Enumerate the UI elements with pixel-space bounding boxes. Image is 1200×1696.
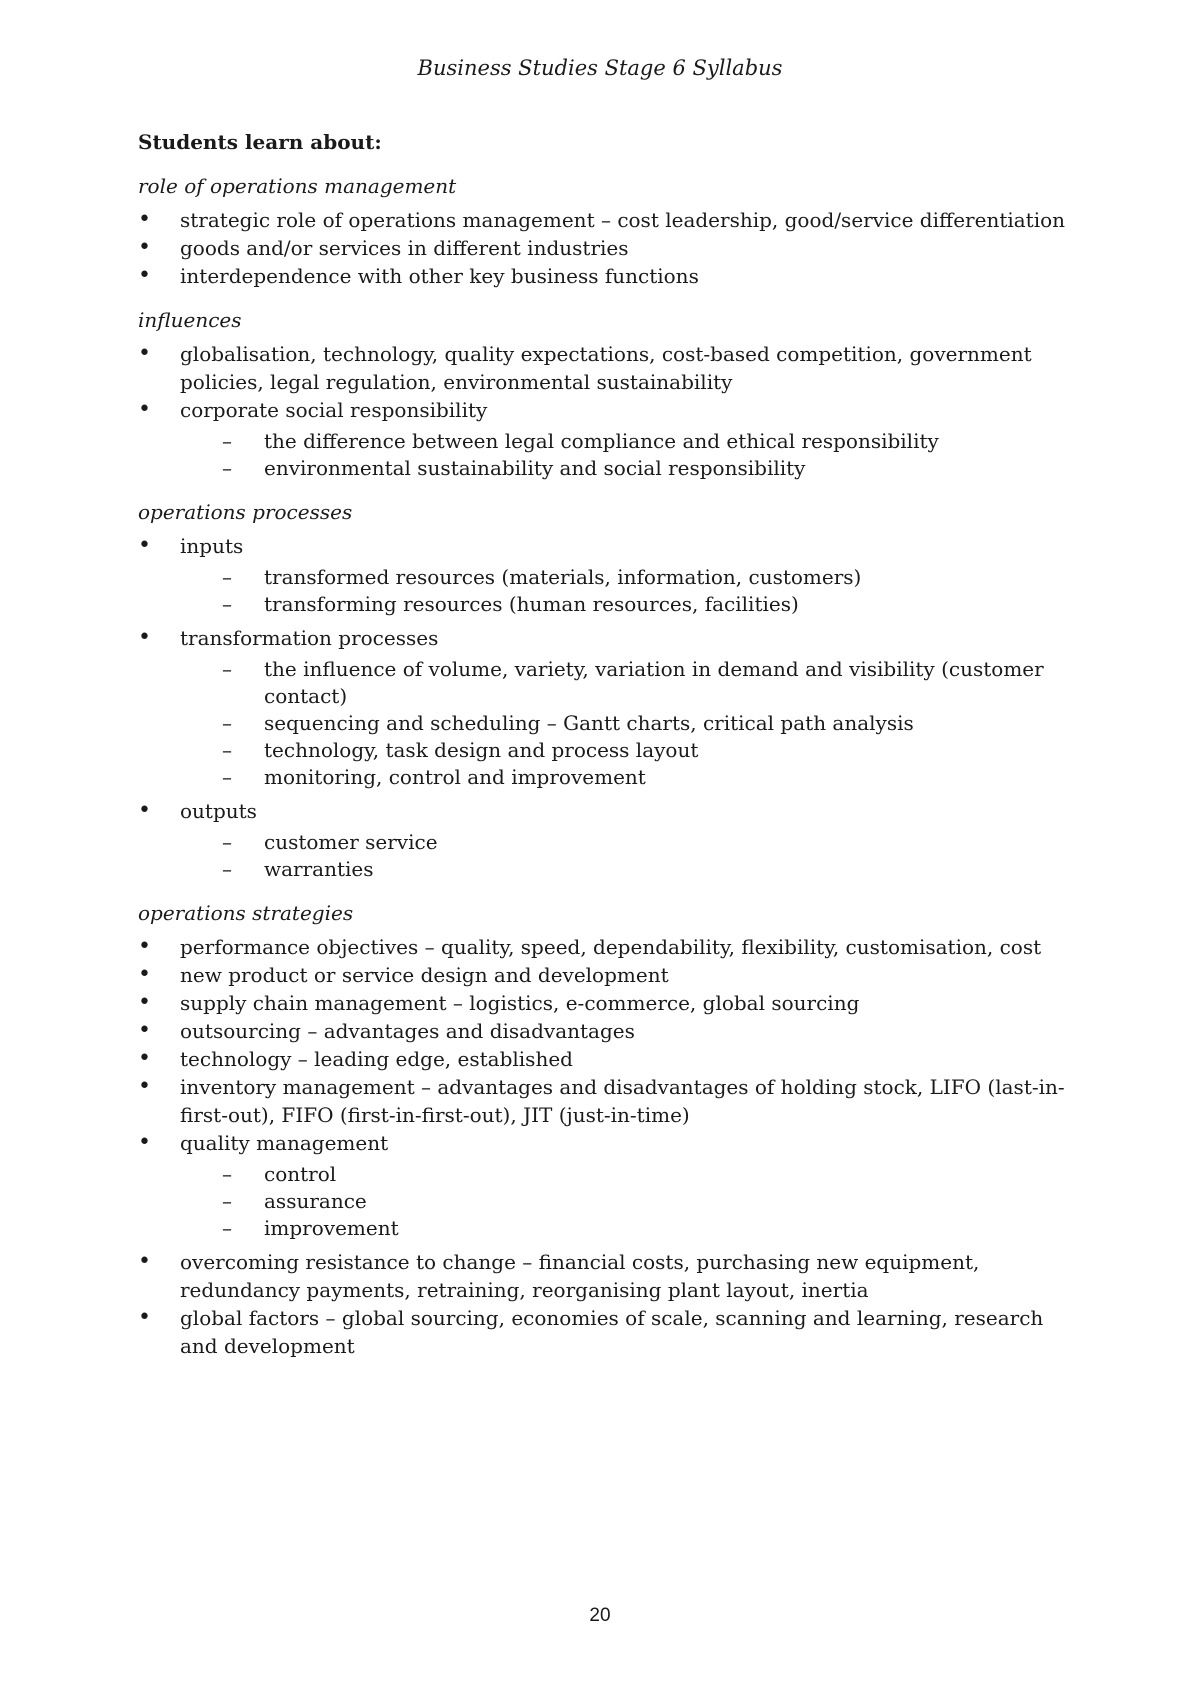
bullet-list (138, 532, 1078, 883)
syllabus-content (138, 130, 1078, 1378)
sub-item: – assurance (180, 1188, 1078, 1215)
bullet-text: interdependence with other key business functions (180, 264, 699, 288)
sub-list (180, 428, 1078, 482)
bullet-text: globalisation, technology, quality expectations, cost-based competition, government policies, legal regulation, environmental sustainability (180, 342, 1032, 394)
bullet-item (138, 262, 1078, 290)
section-title: influences (138, 308, 242, 332)
bullet-item (138, 1073, 1078, 1129)
bullet-text: inventory management – advantages and disadvantages of holding stock, LIFO (last-in-first-out), FIFO (first-in-first-out), JIT (just-in-time) (180, 1075, 1065, 1127)
bullet-list (138, 933, 1078, 1360)
bullet-item (138, 340, 1078, 396)
bullet-item (138, 1045, 1078, 1073)
bullet-item (138, 624, 1078, 791)
bullet-text: outputs (180, 799, 257, 823)
section (138, 901, 1078, 1360)
section (138, 500, 1078, 883)
bullet-item (138, 1017, 1078, 1045)
page-number: 20 (589, 1605, 611, 1626)
sub-item: – sequencing and scheduling – Gantt charts, critical path analysis (180, 710, 1078, 737)
bullet-text: technology – leading edge, established (180, 1047, 573, 1071)
bullet-text: quality management (180, 1131, 389, 1155)
intro-heading: Students learn about: (138, 130, 382, 154)
bullet-list (138, 206, 1078, 290)
sub-item: – the influence of volume, variety, variation in demand and visibility (customer contact) (180, 656, 1078, 710)
bullet-list (138, 340, 1078, 482)
sub-item: – the difference between legal compliance and ethical responsibility (180, 428, 1078, 455)
section (138, 308, 1078, 482)
bullet-text: overcoming resistance to change – financial costs, purchasing new equipment, redundancy payments, retraining, reorganising plant layout, inertia (180, 1250, 980, 1302)
section (138, 174, 1078, 290)
bullet-item (138, 797, 1078, 883)
bullet-text: supply chain management – logistics, e-commerce, global sourcing (180, 991, 860, 1015)
bullet-item (138, 1129, 1078, 1242)
sub-item: – environmental sustainability and social responsibility (180, 455, 1078, 482)
bullet-text: strategic role of operations management – cost leadership, good/service differentiation (180, 208, 1066, 232)
section-title: operations strategies (138, 901, 354, 925)
sub-item: – customer service (180, 829, 1078, 856)
running-header: Business Studies Stage 6 Syllabus (417, 56, 783, 80)
bullet-item (138, 1304, 1078, 1360)
bullet-text: inputs (180, 534, 244, 558)
bullet-text: global factors – global sourcing, economies of scale, scanning and learning, research and development (180, 1306, 1044, 1358)
bullet-text: outsourcing – advantages and disadvantages (180, 1019, 635, 1043)
section-title: role of operations management (138, 174, 457, 198)
bullet-item (138, 961, 1078, 989)
bullet-text: performance objectives – quality, speed, dependability, flexibility, customisation, cost (180, 935, 1042, 959)
sub-item: – monitoring, control and improvement (180, 764, 1078, 791)
bullet-item (138, 989, 1078, 1017)
sub-list (180, 1161, 1078, 1242)
bullet-item (138, 234, 1078, 262)
bullet-item (138, 206, 1078, 234)
sub-list (180, 564, 1078, 618)
sub-item: – improvement (180, 1215, 1078, 1242)
bullet-item (138, 933, 1078, 961)
sub-item: – transformed resources (materials, information, customers) (180, 564, 1078, 591)
sub-item: – technology, task design and process layout (180, 737, 1078, 764)
bullet-item (138, 532, 1078, 618)
sub-list (180, 656, 1078, 791)
sections-container (138, 174, 1078, 1360)
sub-item: – warranties (180, 856, 1078, 883)
bullet-item (138, 1248, 1078, 1304)
sub-item: – transforming resources (human resources, facilities) (180, 591, 1078, 618)
bullet-text: new product or service design and development (180, 963, 669, 987)
section-title: operations processes (138, 500, 353, 524)
bullet-item (138, 396, 1078, 482)
bullet-text: corporate social responsibility (180, 398, 488, 422)
bullet-text: transformation processes (180, 626, 439, 650)
sub-item: – control (180, 1161, 1078, 1188)
sub-list (180, 829, 1078, 883)
bullet-text: goods and/or services in different industries (180, 236, 629, 260)
